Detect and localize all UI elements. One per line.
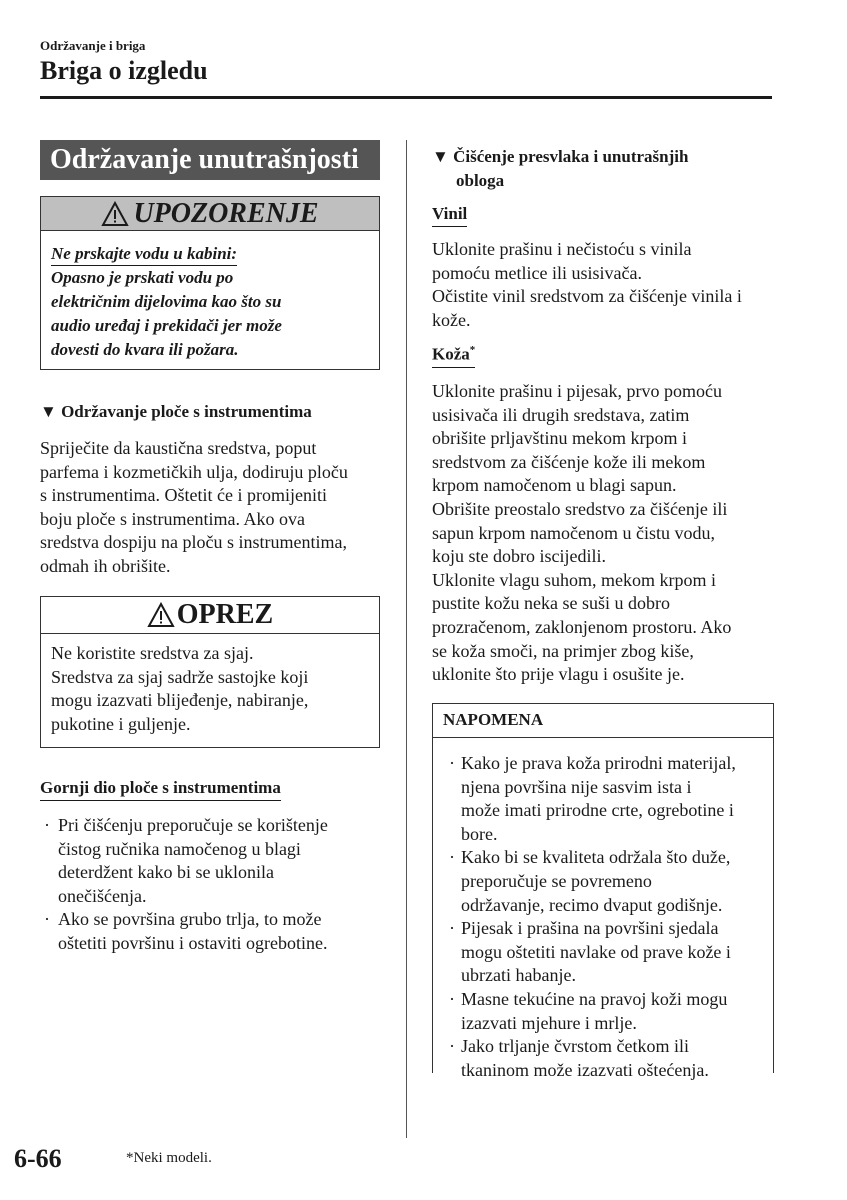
warning-label: UPOZORENJE [133, 197, 319, 229]
note-item: · Kako bi se kvaliteta održala što duže, preporučuje se povremeno održavanje, recimo dvaput godišnje. [447, 846, 763, 917]
warning-header [41, 197, 379, 231]
note-list [433, 738, 773, 1082]
text-line: Spriječite da kaustična sredstva, poput [40, 438, 317, 458]
caution-line: Ne koristite sredstva za sjaj. [51, 643, 254, 663]
header-rule [40, 96, 772, 99]
leather-label: Koža* [432, 344, 475, 368]
warning-box [40, 196, 380, 370]
note-item: · Kako je prava koža prirodni materijal, njena površina nije sasvim ista i može imati prirodne crte, ogrebotine i bore. [447, 752, 763, 846]
list-item: · Ako se površina grubo trlja, to može oštetiti površinu i ostaviti ogrebotine. [40, 908, 390, 955]
warning-triangle-icon [101, 201, 129, 227]
text-line: boju ploče s instrumentima. Ako ova [40, 508, 305, 529]
caution-line: mogu izazvati blijeđenje, nabiranje, [51, 690, 309, 711]
warning-line: audio uređaj i prekidači jer može [51, 316, 282, 335]
dash-heading-text: Održavanje ploče s instrumentima [61, 402, 312, 421]
warning-line: električnim dijelovima kao što su [51, 292, 282, 311]
warning-text [41, 231, 379, 362]
warning-title: Ne prskajte vodu u kabini: [51, 243, 237, 266]
column-divider [406, 140, 407, 1138]
upper-dash-list [40, 814, 390, 956]
caution-text [41, 634, 379, 736]
page-number: 6-66 [14, 1144, 62, 1173]
section-label: Održavanje i briga [40, 38, 146, 53]
text-line: s instrumentima. Oštetit će i promijeniti [40, 485, 327, 506]
caution-triangle-icon [147, 602, 175, 628]
caution-box [40, 596, 380, 748]
note-box [432, 703, 774, 1080]
warning-line: dovesti do kvara ili požara. [51, 340, 239, 359]
text-line: parfema i kozmetičkih ulja, dodiruju ploču [40, 461, 348, 482]
upholstery-heading: ▼ Čišćenje presvlaka i unutrašnjih obloga [432, 147, 689, 190]
text-line: sredstva dospiju na ploču s instrumentima, [40, 532, 347, 553]
leather-paragraph: Uklonite prašinu i pijesak, prvo pomoću usisivača ili drugih sredstava, zatim obrišite prljavštinu mekom krpom i sredstvom za čišćenje kože ili mekom krpom namočenom u blagi sapun. Obrišite preostalo sredstvo za čišćenje ili sapun krpom namočenom u čistu vodu, koju ste dobro iscijedili. Uklonite vlagu suhom, mekom krpom i pustite kožu neka se suši u dobro prozračenom, zaklonjenom prostoru. Ako se koža smoči, na primjer zbog kiše, uklonite što prije vlagu i osušite je. [432, 381, 732, 685]
note-header: NAPOMENA [433, 704, 773, 738]
dash-heading [40, 402, 312, 422]
main-section-title: Održavanje unutrašnjosti [40, 140, 380, 180]
caution-line: Sredstva za sjaj sadrže sastojke koji [51, 666, 309, 687]
note-item: · Pijesak i prašina na površini sjedala mogu oštetiti navlake od prave kože i ubrzati habanje. [447, 917, 763, 988]
caution-header [41, 597, 379, 634]
caution-label: OPREZ [176, 599, 274, 630]
down-triangle-icon: ▼ [432, 147, 449, 166]
list-item: · Pri čišćenju preporučuje se korištenje čistog ručnika namočenog u blagi deterdžent kako bi se uklonila onečišćenja. [40, 814, 390, 908]
down-triangle-icon: ▼ [40, 402, 57, 421]
note-item: · Masne tekućine na pravoj koži mogu izazvati mjehure i mrlje. [447, 988, 763, 1035]
caution-line: pukotine i guljenje. [51, 713, 191, 734]
footnote: *Neki modeli. [126, 1150, 212, 1166]
upper-dash-heading: Gornji dio ploče s instrumentima [40, 778, 281, 801]
vinyl-paragraph: Uklonite prašinu i nečistoću s vinila pomoću metlice ili usisivača. Očistite vinil sredstvom za čišćenje vinila i kože. [432, 239, 742, 330]
text-line: odmah ih obrišite. [40, 555, 171, 576]
vinyl-label: Vinil [432, 204, 467, 227]
page-title: Briga o izgledu [40, 56, 208, 85]
note-item: · Jako trljanje čvrstom četkom ili tkaninom može izazvati oštećenja. [447, 1035, 763, 1082]
dash-paragraph [40, 437, 390, 579]
warning-line: Opasno je prskati vodu po [51, 268, 234, 287]
